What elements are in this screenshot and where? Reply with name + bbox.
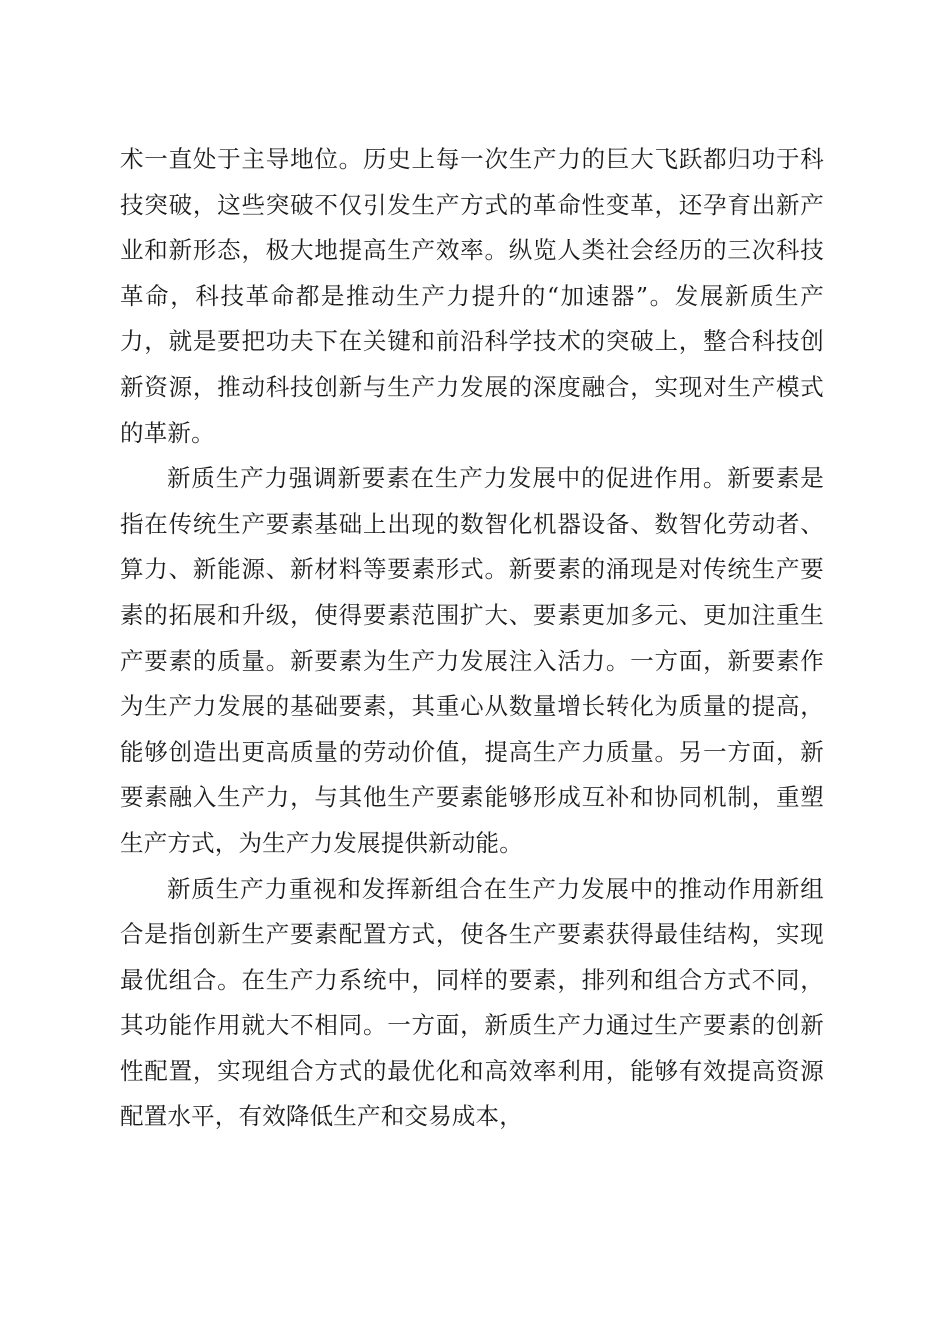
paragraph-continued: 术一直处于主导地位。历史上每一次生产力的巨大飞跃都归功于科技突破，这些突破不仅引发生产方式的革命性变革，还孕育出新产业和新形态，极大地提高生产效率。纵览人类社会经历的三次科技革命，科技革命都是推动生产力提升的“加速器”。发展新质生产力，就是要把功夫下在关键和前沿科学技术的突破上，整合科技创新资源，推动科技创新与生产力发展的深度融合，实现对生产模式的革新。: [120, 145, 824, 447]
body-text: [120, 137, 824, 1140]
paragraph-new-combinations: 新质生产力重视和发挥新组合在生产力发展中的推动作用新组合是指创新生产要素配置方式，使各生产要素获得最佳结构，实现最优组合。在生产力系统中，同样的要素，排列和组合方式不同，其功能作用就大不相同。一方面，新质生产力通过生产要素的创新性配置，实现组合方式的最优化和高效率利用，能够有效提高资源配置水平，有效降低生产和交易成本，: [120, 874, 824, 1131]
paragraph-new-elements: 新质生产力强调新要素在生产力发展中的促进作用。新要素是指在传统生产要素基础上出现的数智化机器设备、数智化劳动者、算力、新能源、新材料等要素形式。新要素的涌现是对传统生产要素的拓展和升级，使得要素范围扩大、要素更加多元、更加注重生产要素的质量。新要素为生产力发展注入活力。一方面，新要素作为生产力发展的基础要素，其重心从数量增长转化为质量的提高，能够创造出更高质量的劳动价值，提高生产力质量。另一方面，新要素融入生产力，与其他生产要素能够形成互补和协同机制，重塑生产方式，为生产力发展提供新动能。: [120, 464, 824, 857]
